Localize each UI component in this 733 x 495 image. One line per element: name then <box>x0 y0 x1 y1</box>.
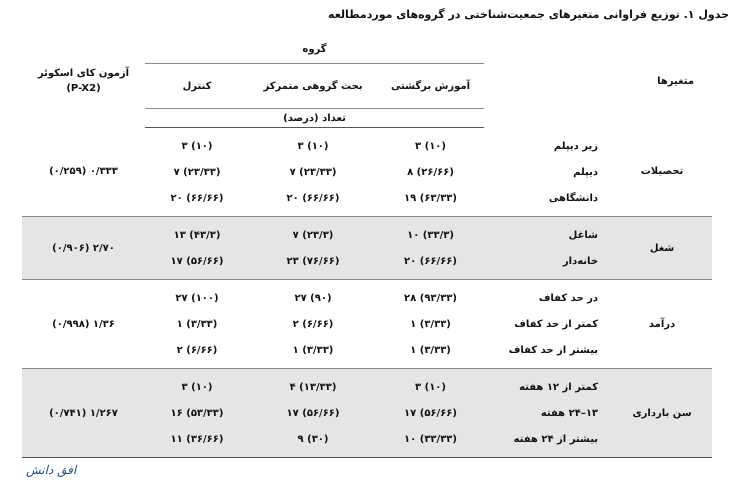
cell-teach-back: (۵۶/۶۶) ۱۷ <box>377 400 484 426</box>
section-label: درآمد <box>612 280 712 369</box>
cell-control: (۶۶/۶۶) ۲۰ <box>170 192 224 204</box>
count-percent-note: تعداد (درصد) <box>145 109 484 128</box>
cell-focus-group: (۱۰) ۳ <box>297 140 329 152</box>
cell-control: (۳/۳۳) ۱ <box>176 318 218 330</box>
row-sub-label: در حد کفاف <box>538 292 599 304</box>
section-label: شغل <box>612 217 712 280</box>
cell-focus-group: (۶۶/۶۶) ۲۰ <box>286 192 340 204</box>
pad-cell <box>145 452 612 458</box>
cell-teach-back: (۶۳/۳۳) ۱۹ <box>404 192 457 204</box>
cell-control: (۱۰) ۳ <box>181 140 213 152</box>
group-header: گروه <box>145 35 484 64</box>
cell-focus-group: (۷۶/۶۶) ۲۳ <box>249 248 377 274</box>
cell-teach-back: (۱۰) ۳ <box>377 374 484 400</box>
cell-teach-back: (۳/۳۳) ۱ <box>410 344 451 356</box>
cell-control: (۵۳/۳۳) ۱۶ <box>145 400 249 426</box>
row-sub-label: بیشتر از حد کفاف <box>508 344 599 356</box>
cell-focus-group: (۲۳/۳) ۷ <box>249 222 377 248</box>
table-caption: جدول ۱. توزیع فراوانی متغیرهای جمعیت‌شناختی در گروه‌های موردمطالعه <box>328 8 729 21</box>
row-sub-label: خانه‌دار <box>484 248 612 274</box>
section-chi-square: ۱/۳۶ (۰/۹۹۸) <box>22 280 145 369</box>
publisher-logo: افق دانش <box>26 463 77 477</box>
cell-focus-group: (۱۳/۳۳) ۴ <box>249 374 377 400</box>
group-col-control: کنترل <box>145 64 249 109</box>
cell-control: (۴۳/۳) ۱۳ <box>145 222 249 248</box>
demographics-table <box>22 35 712 458</box>
cell-focus-group: (۹۰) ۲۷ <box>294 292 332 304</box>
row-sub-label: کمتر از حد کفاف <box>514 318 599 330</box>
table-body <box>22 128 712 458</box>
cell-teach-back: (۲۶/۶۶) ۸ <box>407 166 454 178</box>
cell-focus-group: (۶/۶۶) ۲ <box>292 318 334 330</box>
cell-control: (۱۰۰) ۲۷ <box>175 292 219 304</box>
row-sub-label: دیپلم <box>573 166 599 178</box>
row-sub-label: ۱۳–۲۴ هفته <box>484 400 612 426</box>
section-label: تحصیلات <box>612 128 712 217</box>
cell-teach-back: (۱۰) ۳ <box>415 140 446 152</box>
cell-control: (۳۶/۶۶) ۱۱ <box>145 426 249 452</box>
cell-teach-back: (۶۶/۶۶) ۲۰ <box>377 248 484 274</box>
section-chi-square: ۲/۷۰ (۰/۹۰۶) <box>22 217 145 280</box>
cell-focus-group: (۳/۳۳) ۱ <box>292 344 334 356</box>
cell-control: (۱۰) ۳ <box>145 374 249 400</box>
section-chi-square: ۱/۲۶۷ (۰/۷۴۱) <box>22 369 145 458</box>
row-sub-label: دانشگاهی <box>548 192 599 204</box>
section-label: سن بارداری <box>612 369 712 458</box>
row-sub-label: بیشتر از ۲۴ هفته <box>484 426 612 452</box>
row-sub-label: شاغل <box>484 222 612 248</box>
cell-control: (۲۳/۳۳) ۷ <box>173 166 221 178</box>
row-sub-label: کمتر از ۱۲ هفته <box>484 374 612 400</box>
cell-focus-group: (۵۶/۶۶) ۱۷ <box>249 400 377 426</box>
row-sub-label: زیر دیپلم <box>553 140 599 152</box>
cell-focus-group: (۲۳/۳۳) ۷ <box>289 166 337 178</box>
variables-header: متغیرها <box>657 75 695 87</box>
group-col-focus-group: بحث گروهی متمرکز <box>249 64 377 109</box>
cell-teach-back: (۳۳/۳) ۱۰ <box>377 222 484 248</box>
cell-teach-back: (۳۳/۳۳) ۱۰ <box>377 426 484 452</box>
cell-teach-back: (۳/۳۳) ۱ <box>410 318 451 330</box>
cell-control: (۵۶/۶۶) ۱۷ <box>145 248 249 274</box>
group-col-teach-back: آموزش برگشتی <box>377 64 484 109</box>
cell-teach-back: (۹۳/۳۳) ۲۸ <box>404 292 457 304</box>
chi-square-header: آزمون کای اسکوئر (P-X2) <box>37 68 130 95</box>
cell-focus-group: (۳۰) ۹ <box>249 426 377 452</box>
cell-control: (۶/۶۶) ۲ <box>176 344 218 356</box>
section-chi-square: ۰/۳۳۳ (۰/۲۵۹) <box>22 128 145 217</box>
